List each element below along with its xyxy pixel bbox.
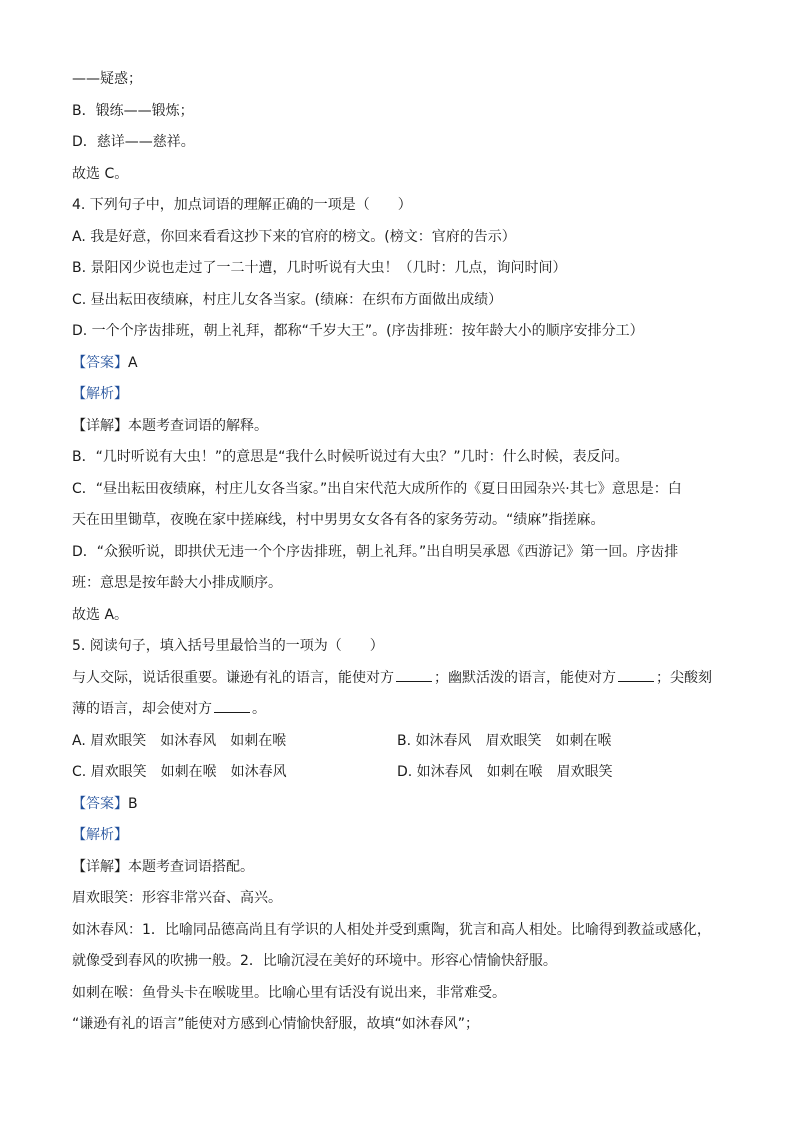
text-line: B．锻练——锻炼； — [72, 102, 194, 119]
question-4-option-b: B. 景阳冈少说也走过了一二十遭，几时听说有大虫！（几时：几点，询问时间） — [72, 260, 567, 276]
question-4-option-a: A. 我是好意，你回来看看这抄下来的官府的榜文。(榜文：官府的告示） — [72, 228, 516, 245]
question-5-analysis-tag: 【解析】 — [72, 827, 128, 843]
question-5-explanation-3: 如刺在喉：鱼骨头卡在喉咙里。比喻心里有话没有说出来，非常难受。 — [72, 984, 506, 1001]
question-4-explanation-d-cont: 班：意思是按年龄大小排成顺序。 — [72, 575, 282, 591]
question-4-explanation-b: B．“几时听说有大虫！”的意思是“我什么时候听说过有大虫？”几时：什么时候，表反问。 — [72, 449, 629, 465]
question-4-explanation-c-cont: 天在田里锄草，夜晚在家中搓麻线，村中男男女女各有各的家务劳动。“绩麻”指搓麻。 — [72, 512, 605, 528]
answer-tag: 【答案】 — [72, 354, 128, 371]
question-4-answer — [72, 348, 722, 380]
question-5-explanation-2: 如沐春风：1．比喻同品德高尚且有学识的人相处并受到熏陶，犹言和高人相处。比喻得到教益或感化， — [72, 921, 711, 938]
question-5-passage — [72, 663, 722, 695]
fill-blank — [396, 667, 432, 682]
passage-text: 与人交际，说话很重要。谦逊有礼的语言，能使对方 — [72, 669, 394, 686]
question-5-options-row-1 — [72, 726, 722, 758]
question-4-explanation-c: C．“昼出耘田夜绩麻，村庄儿女各当家。”出自宋代范大成所作的《夏日田园杂兴·其七》意思是：白 — [72, 480, 682, 497]
question-4-stem: 4. 下列句子中，加点词语的理解正确的一项是（ ） — [72, 197, 412, 213]
fill-blank — [618, 667, 654, 682]
question-4-explanation-d: D．“众猴听说，即拱伏无违一个个序齿排班，朝上礼拜。”出自明吴承恩《西游记》第一回。序齿排 — [72, 543, 679, 560]
passage-text: ；幽默活泼的语言，能使对方 — [434, 669, 616, 686]
question-5-passage-cont — [72, 694, 722, 726]
question-5-explanation-1: 眉欢眼笑：形容非常兴奋、高兴。 — [72, 890, 282, 906]
fill-blank — [214, 698, 250, 713]
answer-value: B — [128, 795, 138, 812]
question-5-option-d: D. 如沐春风 如刺在喉 眉欢眼笑 — [397, 764, 613, 780]
question-5-explanation-4: “谦逊有礼的语言”能使对方感到心情愉快舒服，故填“如沐春风”； — [72, 1016, 480, 1032]
answer-value: A — [128, 354, 138, 371]
question-5-stem: 5. 阅读句子，填入括号里最恰当的一项为（ ） — [72, 638, 384, 654]
question-5-explanation-2-cont: 就像受到春风的吹拂一般。2．比喻沉浸在美好的环境中。形容心情愉快舒服。 — [72, 953, 557, 969]
passage-text: 。 — [252, 701, 266, 717]
text-line: D．慈详——慈祥。 — [72, 134, 195, 150]
question-4-detail: 【详解】本题考查词语的解释。 — [72, 417, 268, 434]
passage-text: ；尖酸刻 — [656, 669, 712, 686]
question-4-option-c: C. 昼出耘田夜绩麻，村庄儿女各当家。(绩麻：在织布方面做出成绩） — [72, 291, 503, 308]
question-5-option-a: A. 眉欢眼笑 如沐春风 如刺在喉 — [72, 732, 287, 749]
question-5-detail: 【详解】本题考查词语搭配。 — [72, 858, 254, 875]
text-line: 故选 C。 — [72, 165, 129, 182]
text-line: ——疑惑； — [72, 71, 142, 87]
passage-text: 薄的语言，却会使对方 — [72, 701, 212, 717]
question-4-choose: 故选 A。 — [72, 606, 129, 623]
answer-tag: 【答案】 — [72, 795, 128, 812]
question-5-options-row-2 — [72, 757, 722, 789]
question-5-option-b: B. 如沐春风 眉欢眼笑 如刺在喉 — [397, 732, 612, 749]
question-4-analysis-tag: 【解析】 — [72, 386, 128, 402]
question-4-option-d: D. 一个个序齿排班，朝上礼拜，都称“千岁大王”。(序齿排班：按年龄大小的顺序安排分工） — [72, 323, 644, 339]
document-content — [72, 64, 722, 1041]
question-5-answer — [72, 789, 722, 821]
question-5-option-c: C. 眉欢眼笑 如刺在喉 如沐春风 — [72, 764, 287, 780]
